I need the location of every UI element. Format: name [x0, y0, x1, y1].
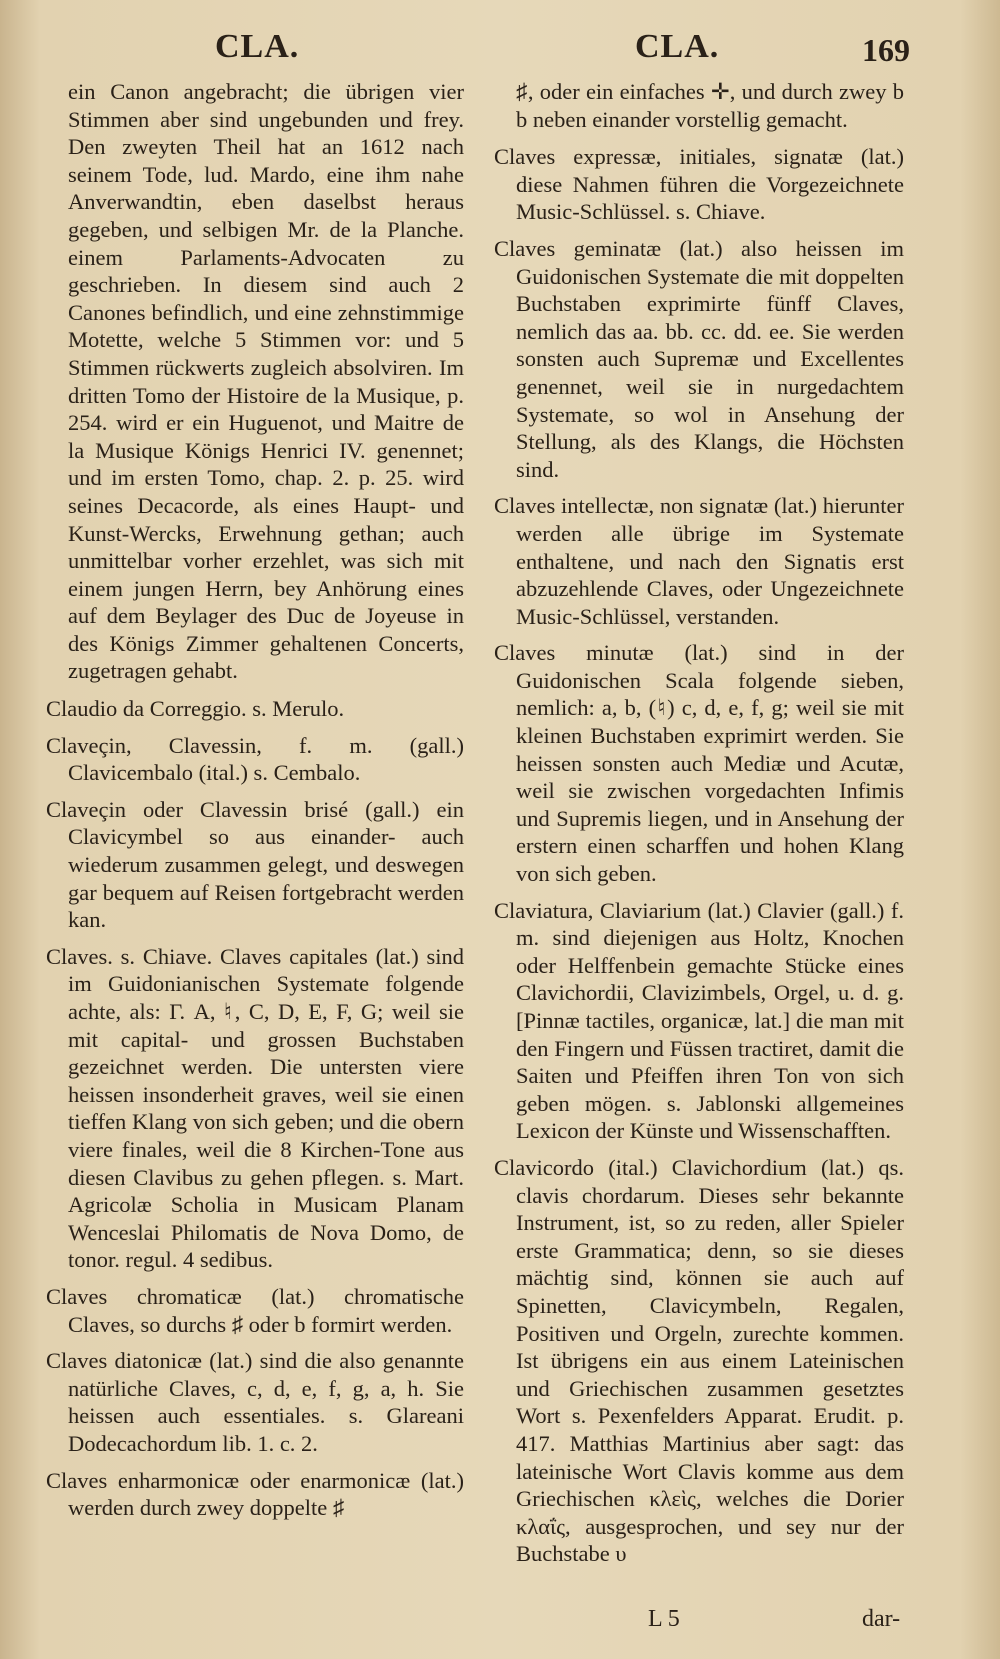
dictionary-entry: Claudio da Correggio. s. Merulo.: [46, 696, 345, 722]
dictionary-entry: Claves geminatæ (lat.) also heissen im Guidonischen Systemate die mit doppelten Buchstaben exprimirte fünff Claves, nemlich das aa. bb. cc. dd. ee. Sie werden sonsten auch Supremæ und Excellentes genennet, weil sie in nurgedachtem Systemate, so wol in Ansehung der Stellung, als des Klangs, die Höchsten sind.: [494, 235, 904, 482]
page-number: 169: [862, 32, 910, 68]
right-column: [494, 78, 904, 1577]
running-head-left: CLA.: [215, 28, 300, 65]
dictionary-entry: Claviatura, Claviarium (lat.) Clavier (gall.) f. m. sind diejenigen aus Holtz, Knochen oder Helffenbein gemachte Stücke eines Clavichordii, Clavizimbels, Orgel, u. d. g. [Pinnæ tactiles, organicæ, lat.] die man mit den Fingern und Füssen tractiret, damit die Saiten und Pfeiffen ihren Ton von sich geben mögen. s. Jablonski allgemeines Lexicon der Künste und Wissenschafften.: [494, 897, 904, 1144]
dictionary-entry: Claves intellectæ, non signatæ (lat.) hierunter werden alle übrige im Systemate enthaltene, und nach den Signatis erst abzuzehlende Claves, oder Ungezeichnete Music-Schlüssel, verstanden.: [494, 493, 904, 629]
dictionary-entry: Claves minutæ (lat.) sind in der Guidonischen Scala folgende sieben, nemlich: a, b, (♮) c, d, e, f, g; weil sie mit kleinen Buchstaben exprimirt werden. Sie heissen sonsten auch Mediæ und Acutæ, weil sie zwischen vorgedachten Infimis und Supremis liegen, und in Ansehung der erstern einen scharffen und hohen Klang von sich geben.: [494, 640, 904, 887]
catchword: dar-: [862, 1606, 901, 1632]
left-column: [46, 78, 464, 1531]
dictionary-entry: Clavicordo (ital.) Clavichordium (lat.) qs. clavis chordarum. Dieses sehr bekannte Instrument, ist, so zu reden, aller Spieler erste Grammatica; denn, so sie dieses mächtig sind, können sie auch auf Spinetten, Clavicymbeln, Regalen, Positiven und Orgeln, zurechte kommen. Ist übrigens ein aus einem Lateinischen und Griechischen zusammen gesetztes Wort s. Pexenfelders Apparat. Erudit. p. 417. Matthias Martinius aber sagt: das lateinische Wort Clavis komme aus dem Griechischen κλεὶς, welches die Dorier κλαΐς, ausgesprochen, und sey nur der Buchstabe υ: [494, 1154, 904, 1567]
dictionary-entry: Claves. s. Chiave. Claves capitales (lat.) sind im Guidonianischen Systemate folgende achte, als: Γ. A, ♮, C, D, E, F, G; weil sie mit capital- und grossen Buchstaben gezeichnet werden. Die untersten viere heissen insonderheit graves, weil sie einen tieffen Klang von sich geben; und die obern viere finales, weil die 8 Kirchen-Tone aus diesen Clavibus zu gehen pflegen. s. Mart. Agricolæ Scholia in Musicam Planam Wenceslai Philomatis de Nova Domo, de tonor. regul. 4 sedibus.: [46, 943, 464, 1273]
dictionary-entry: Claveçin, Clavessin, f. m. (gall.) Clavicembalo (ital.) s. Cembalo.: [46, 732, 464, 786]
dictionary-entry: Claves diatonicæ (lat.) sind die also genannte natürliche Claves, c, d, e, f, g, a, h. Sie heissen auch essentiales. s. Glareani Dodecachordum lib. 1. c. 2.: [46, 1348, 464, 1456]
continued-entry-text: ein Canon angebracht; die übrigen vier Stimmen aber sind ungebunden und frey. Den zweyten Theil hat an 1612 nach seinem Tode, lud. Mardo, eine ihm nahe Anverwandtin, eben daselbst heraus gegeben, und selbigen Mr. de la Planche. einem Parlaments-Advocaten zu geschrieben. In diesem sind auch 2 Canones befindlich, und eine zehnstimmige Motette, welche 5 Stimmen vor: und 5 Stimmen rückwerts zugleich absolviren. Im dritten Tomo der Histoire de la Musique, p. 254. wird er ein Huguenot, und Maitre de la Musique Königs Henrici IV. genennet; und im ersten Tomo, chap. 2. p. 25. wird seines Decacorde, als eines Haupt- und Kunst-Wercks, Erwehnung gethan; auch unmittelbar vorher erzehlet, was sich mit einem jungen Herrn, bey Anhörung eines auf dem Beylager des Duc de Joyeuse in des Königs Zimmer gehaltenen Concerts, zugetragen gehabt.: [68, 79, 464, 684]
dictionary-entry: Claves chromaticæ (lat.) chromatische Claves, so durchs ♯ oder b formirt werden.: [46, 1283, 464, 1337]
continued-entry-text: ♯, oder ein einfaches ✛, und durch zwey b b neben einander vorstellig gemacht.: [516, 79, 904, 132]
dictionary-entry: Claves enharmonicæ oder enarmonicæ (lat.) werden durch zwey doppelte ♯: [46, 1467, 464, 1521]
dictionary-entry: Claveçin oder Clavessin brisé (gall.) ein Clavicymbel so aus einander- auch wiederum zusammen gelegt, und deswegen gar bequem auf Reisen fortgebracht werden kan.: [46, 796, 464, 933]
signature-mark: L 5: [648, 1606, 680, 1632]
dictionary-entry: Claves expressæ, initiales, signatæ (lat.) diese Nahmen führen die Vorgezeichnete Music-Schlüssel. s. Chiave.: [494, 144, 904, 225]
running-head-right: CLA.: [635, 28, 720, 65]
